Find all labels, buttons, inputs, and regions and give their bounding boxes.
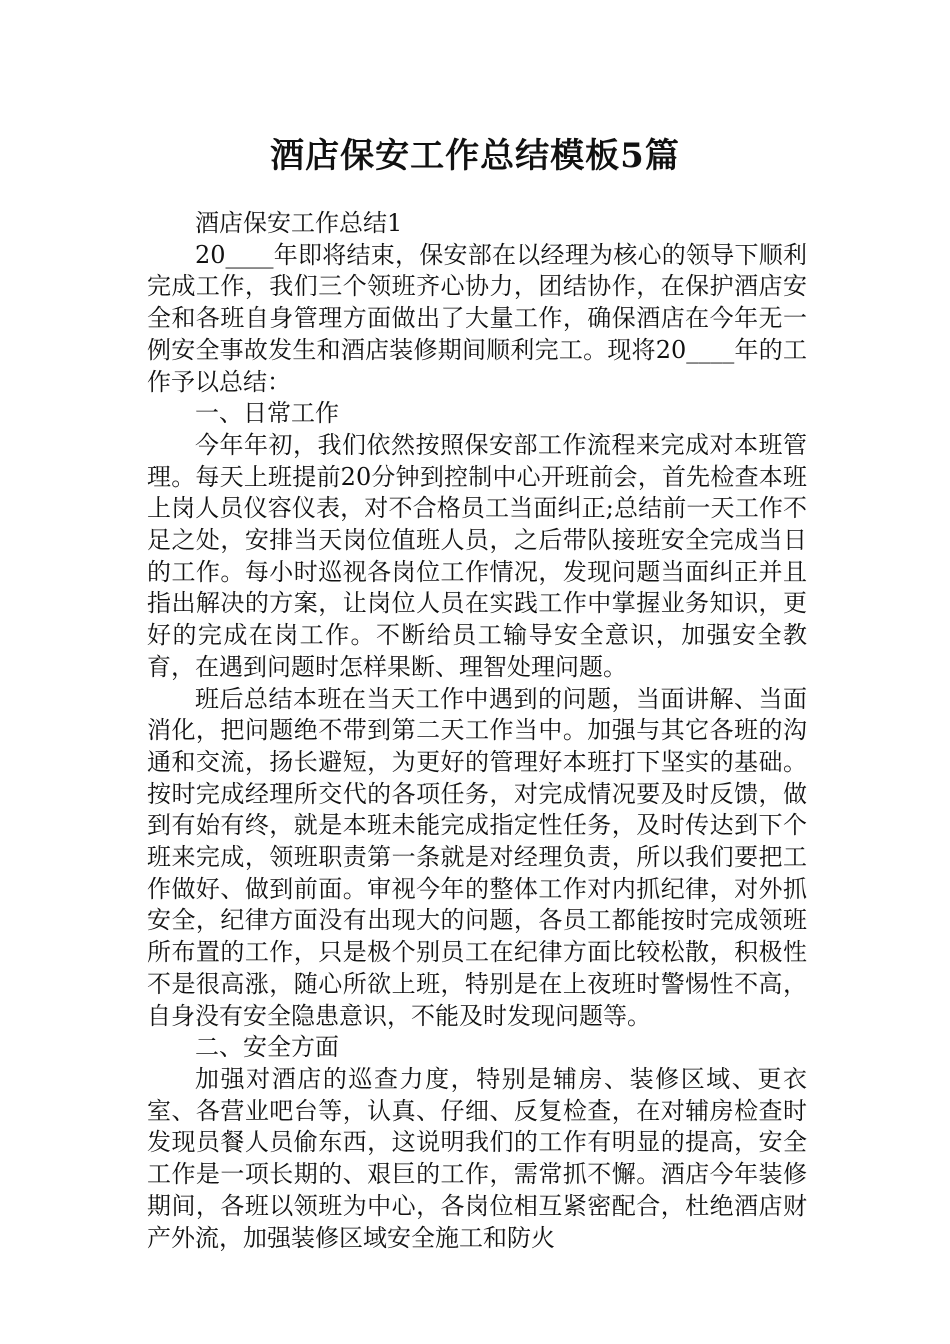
section-heading-summary-1: 酒店保安工作总结1	[195, 209, 403, 237]
intro-paragraph: 20____年即将结束，保安部在以经理为核心的领导下顺利完成工作，我们三个领班齐心协力，团结协作，在保护酒店安全和各班自身管理方面做出了大量工作，确保酒店在今年无一例安全事故发生和酒店装修期间顺利完工。现将20____年的工作予以总结：	[147, 240, 807, 396]
section-heading-safety: 二、安全方面	[195, 1033, 339, 1062]
safety-paragraph: 加强对酒店的巡查力度，特别是辅房、装修区域、更衣室、各营业吧台等，认真、仔细、反复检查，在对辅房检查时发现员餐人员偷东西，这说明我们的工作有明显的提高，安全工作是一项长期的、艰巨的工作，需常抓不懈。酒店今年装修期间，各班以领班为中心，各岗位相互紧密配合，杜绝酒店财产外流，加强装修区域安全施工和防火	[147, 1064, 807, 1252]
section-heading-daily-work: 一、日常工作	[195, 399, 339, 428]
post-shift-paragraph: 班后总结本班在当天工作中遇到的问题，当面讲解、当面消化，把问题绝不带到第二天工作当中。加强与其它各班的沟通和交流，扬长避短，为更好的管理好本班打下坚实的基础。按时完成经理所交代的各项任务，对完成情况要及时反馈，做到有始有终，就是本班未能完成指定性任务，及时传达到下个班来完成，领班职责第一条就是对经理负责，所以我们要把工作做好、做到前面。审视今年的整体工作对内抓纪律，对外抓安全，纪律方面没有出现大的问题，各员工都能按时完成领班所布置的工作，只是极个别员工在纪律方面比较松散，积极性不是很高涨，随心所欲上班，特别是在上夜班时警惕性不高，自身没有安全隐患意识，不能及时发现问题等。	[147, 684, 807, 1030]
document-title: 酒店保安工作总结模板5篇	[270, 136, 680, 176]
document-body	[147, 208, 807, 1254]
daily-work-paragraph: 今年年初，我们依然按照保安部工作流程来完成对本班管理。每天上班提前20分钟到控制中心开班前会，首先检查本班上岗人员仪容仪表，对不合格员工当面纠正;总结前一天工作不足之处，安排当天岗位值班人员，之后带队接班安全完成当日的工作。每小时巡视各岗位工作情况，发现问题当面纠正并且指出解决的方案，让岗位人员在实践工作中掌握业务知识，更好的完成在岗工作。不断给员工输导安全意识，加强安全教育，在遇到问题时怎样果断、理智处理问题。	[147, 430, 807, 681]
